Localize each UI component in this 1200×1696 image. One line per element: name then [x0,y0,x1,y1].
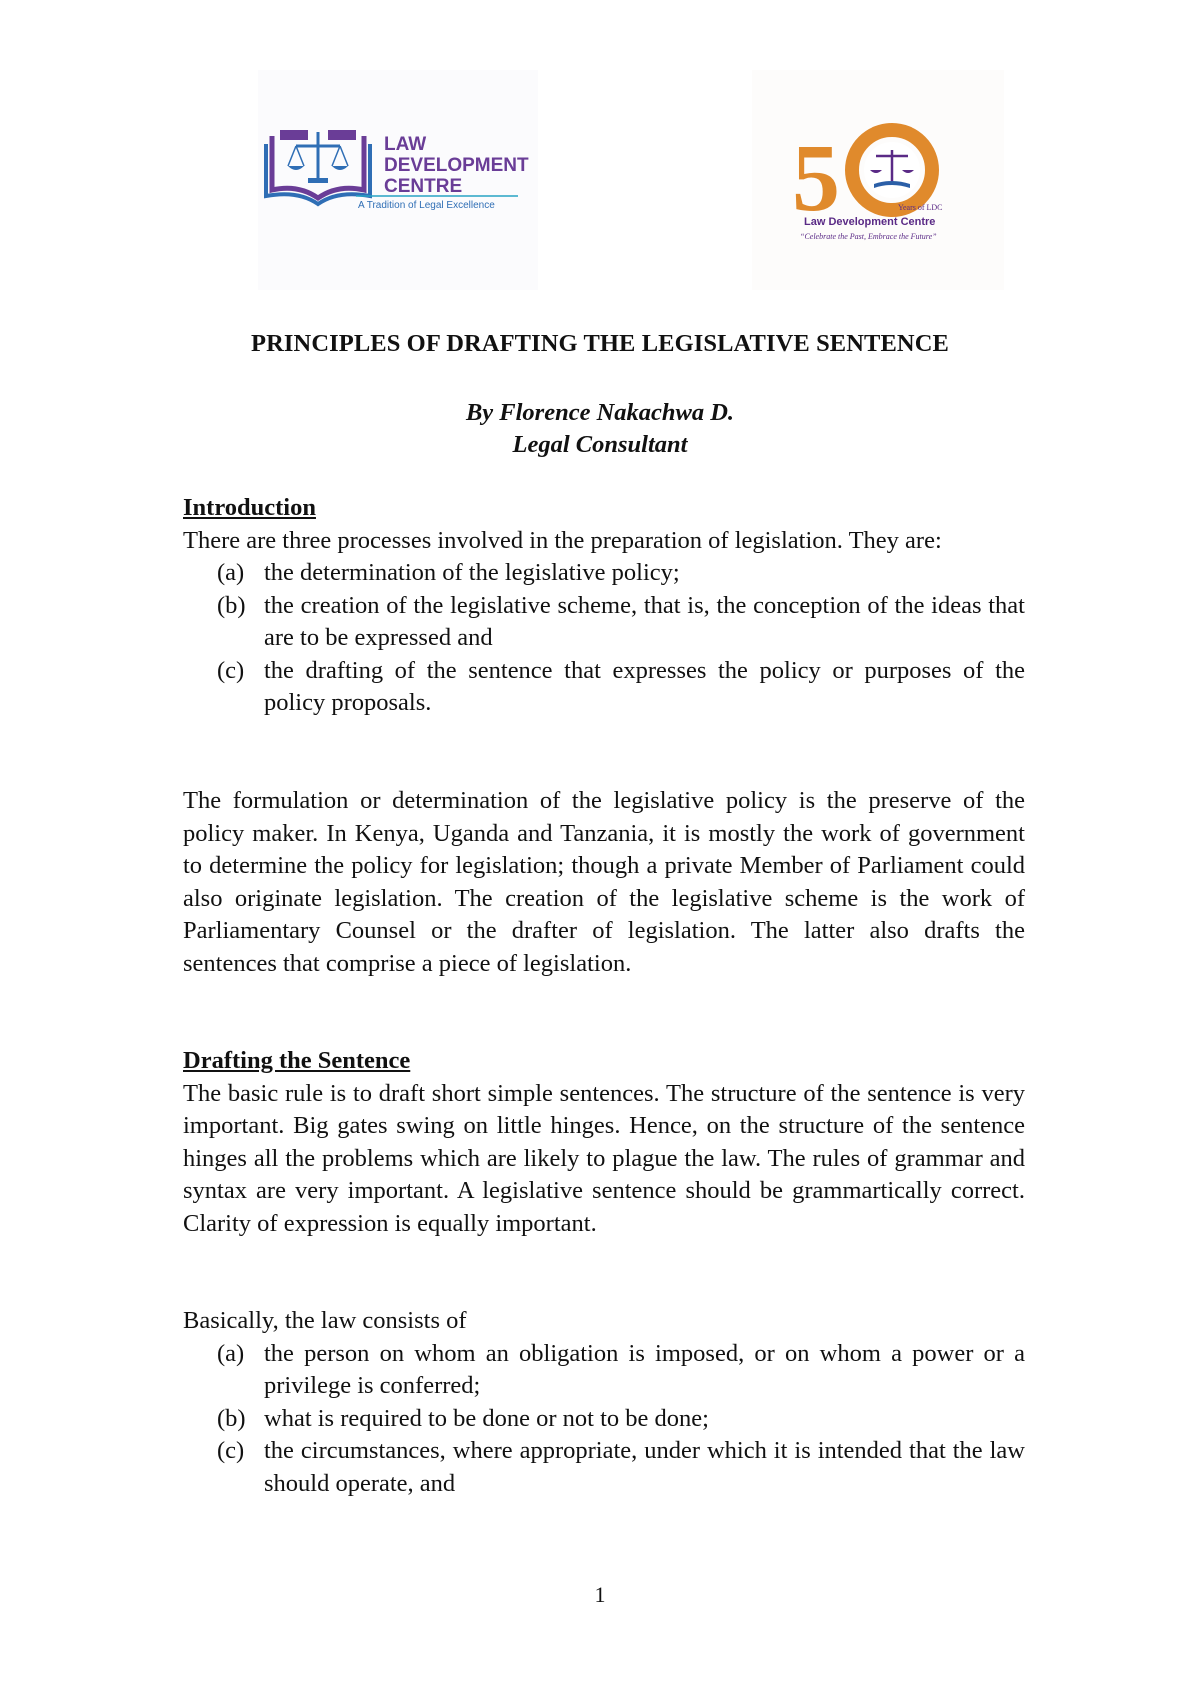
ldc-logo-line2: DEVELOPMENT [384,155,529,176]
document-title: PRINCIPLES OF DRAFTING THE LEGISLATIVE SENTENCE [251,330,949,357]
list-item-text: the circumstances, where appropriate, under which it is intended that the law should operate, and [264,1437,1025,1497]
list-marker: (b) [217,591,246,619]
list-marker: (a) [217,559,245,586]
list-item [183,655,1025,720]
ldc-logo [258,70,538,290]
ldc-50-years-motto: “Celebrate the Past, Embrace the Future” [800,232,937,241]
ldc-logo-wordmark [384,134,529,197]
author-role: Legal Consultant [512,431,688,458]
ldc-logo-line3: CENTRE [384,176,463,197]
law-consists-block [183,1305,1025,1500]
introduction-lead: There are three processes involved in the preparation of legislation. They are: [183,526,942,554]
svg-text:5: 5 [792,124,840,231]
ldc-50-years-graphic [752,70,1004,290]
list-marker: (a) [217,1339,245,1367]
introduction-list [183,557,1025,720]
drafting-heading: Drafting the Sentence [183,1047,411,1074]
list-marker: (c) [217,1437,245,1464]
list-item-text: the creation of the legislative scheme, that is, the conception of the ideas that are to be expressed and [264,591,1025,651]
author-block [0,397,1200,461]
list-item-text: the determination of the legislative policy; [264,559,680,586]
page-number: 1 [594,1582,606,1607]
list-item [183,1338,1025,1403]
introduction-heading: Introduction [183,494,316,521]
list-marker: (c) [217,656,245,684]
ldc-logo-line1: LAW [384,134,427,155]
drafting-paragraph: The basic rule is to draft short simple sentences. The structure of the sentence is very important. Big gates swing on little hinges. Hence, on the structure of the sentence hinges all the problems which are likely to plague the law. The rules of grammar and syntax are very important. A legislative sentence should be grammartically correct. Clarity of expression is equally important. [183,1079,1025,1237]
drafting-section [183,1045,1025,1240]
header-logos [0,70,1200,300]
list-item [183,590,1025,655]
list-item [183,1403,1025,1436]
introduction-section [183,492,1025,720]
list-item [183,1435,1025,1500]
author-name: By Florence Nakachwa D. [465,399,735,426]
ldc-50-years-subtext: Years of LDC [898,203,943,212]
policy-paragraph-block [183,785,1025,980]
ldc-logo-tagline: A Tradition of Legal Excellence [358,200,495,211]
ldc-50-years-name: Law Development Centre [804,216,936,228]
list-item-text: the drafting of the sentence that expresses the policy or purposes of the policy proposals. [264,656,1025,716]
law-consists-lead: Basically, the law consists of [183,1307,467,1334]
law-consists-list [183,1338,1025,1501]
ldc-50-years-logo [752,70,1004,290]
list-marker: (b) [217,1404,246,1432]
policy-paragraph: The formulation or determination of the legislative policy is the preserve of the policy maker. In Kenya, Uganda and Tanzania, it is mostly the work of government to determine the policy for legislation; though a private Member of Parliament could also originate legislation. The creation of the legislative scheme is the work of Parliamentary Counsel or the drafter of legislation. The latter also drafts the sentences that comprise a piece of legislation. [183,787,1025,977]
list-item-text: what is required to be done or not to be done; [264,1404,709,1432]
list-item-text: the person on whom an obligation is imposed, or on whom a power or a privilege is conferred; [264,1339,1025,1399]
list-item [183,557,1025,590]
